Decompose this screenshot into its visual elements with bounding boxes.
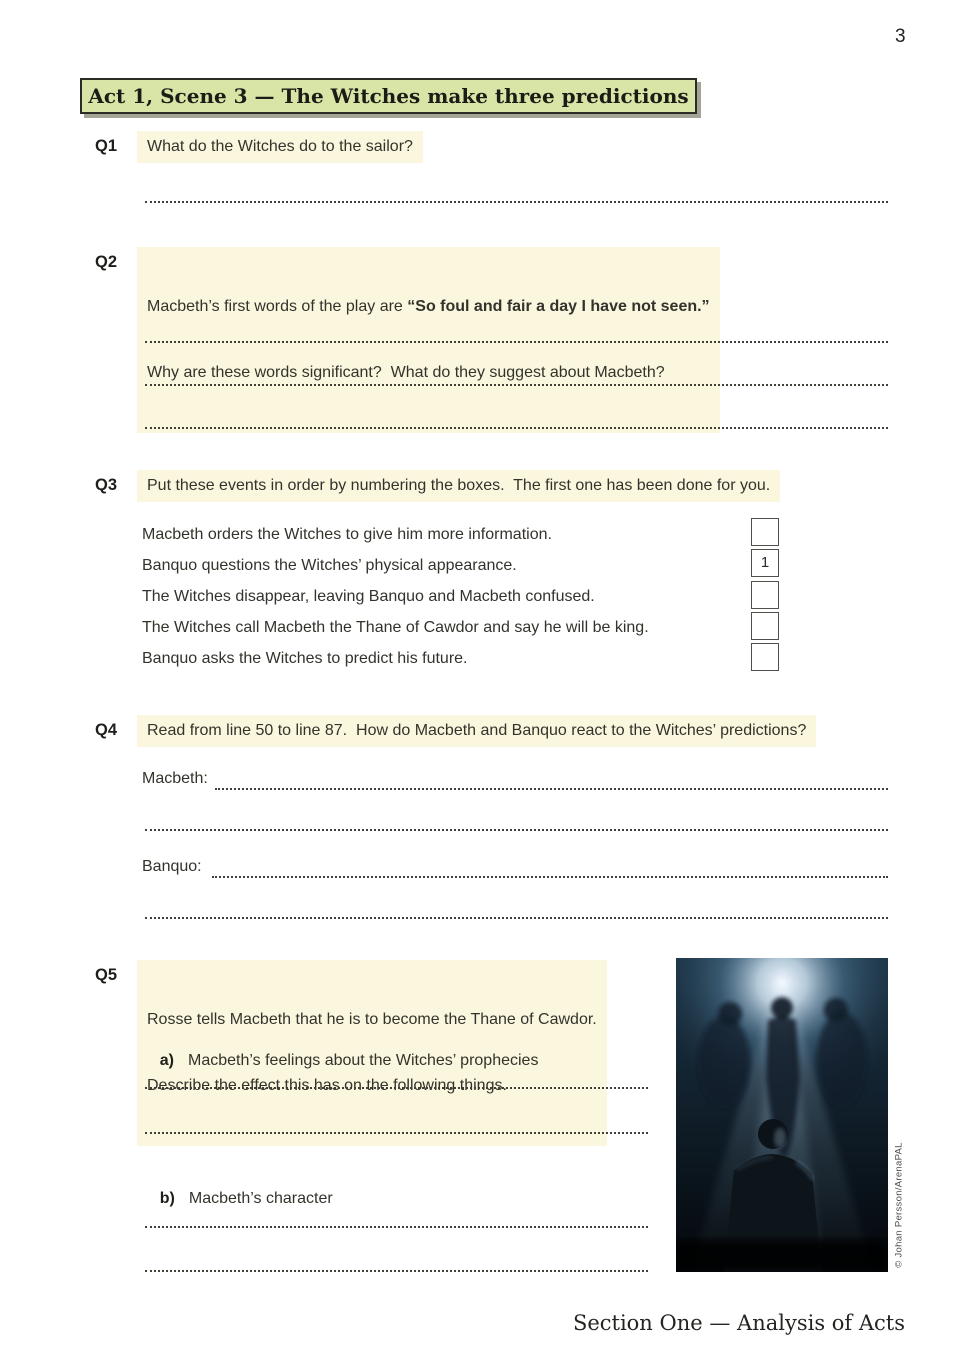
q5b-answer-line-1[interactable] bbox=[145, 1226, 648, 1228]
section-banner-title: Act 1, Scene 3 — The Witches make three predictions bbox=[88, 84, 689, 108]
q5-question-line1: Rosse tells Macbeth that he is to become the Thane of Cawdor. bbox=[147, 1011, 597, 1028]
q1-question-text: What do the Witches do to the sailor? bbox=[137, 131, 423, 163]
q2-question-line2: Why are these words significant? What do they suggest about Macbeth? bbox=[147, 364, 665, 381]
q4-banquo-answer-line-2[interactable] bbox=[145, 917, 888, 919]
q5a-answer-line-1[interactable] bbox=[145, 1087, 648, 1089]
q3-event-3: The Witches disappear, leaving Banquo and Macbeth confused. bbox=[142, 588, 595, 605]
q5-part-b-text: Macbeth’s character bbox=[188, 1190, 333, 1207]
q1-label: Q1 bbox=[95, 137, 118, 155]
q3-number-box-4[interactable] bbox=[751, 612, 779, 640]
q5-part-a bbox=[142, 1028, 538, 1094]
q4-macbeth-label: Macbeth: bbox=[142, 770, 208, 787]
q2-quote: “So foul and fair a day I have not seen.” bbox=[407, 298, 710, 315]
q2-answer-line-3[interactable] bbox=[145, 427, 888, 429]
q4-label: Q4 bbox=[95, 721, 118, 739]
witches-photo bbox=[676, 958, 888, 1272]
q5a-answer-line-2[interactable] bbox=[145, 1132, 648, 1134]
q5-part-a-text: Macbeth’s feelings about the Witches’ prophecies bbox=[188, 1052, 539, 1069]
q2-answer-line-2[interactable] bbox=[145, 384, 888, 386]
q3-question-text: Put these events in order by numbering the boxes. The first one has been done for you. bbox=[137, 470, 780, 502]
q3-number-box-3[interactable] bbox=[751, 581, 779, 609]
q5b-answer-line-2[interactable] bbox=[145, 1270, 648, 1272]
q2-question-text bbox=[137, 247, 720, 433]
page-number: 3 bbox=[895, 26, 906, 47]
photo-credit: © Johan Persson/ArenaPAL bbox=[893, 1142, 905, 1268]
q4-banquo-label: Banquo: bbox=[142, 858, 202, 875]
q3-number-box-2[interactable]: 1 bbox=[751, 549, 779, 577]
q3-label: Q3 bbox=[95, 476, 118, 494]
q3-event-2: Banquo questions the Witches’ physical appearance. bbox=[142, 557, 517, 574]
q3-event-1: Macbeth orders the Witches to give him more information. bbox=[142, 526, 552, 543]
q3-number-box-5[interactable] bbox=[751, 643, 779, 671]
q2-label: Q2 bbox=[95, 253, 118, 271]
q3-number-box-1[interactable] bbox=[751, 518, 779, 546]
witches-photo-illustration bbox=[676, 958, 888, 1272]
q1-answer-line[interactable] bbox=[145, 201, 888, 203]
q5-question-line2: Describe the effect this has on the following things. bbox=[147, 1077, 507, 1094]
section-banner bbox=[80, 78, 697, 114]
q5-part-b bbox=[142, 1166, 333, 1232]
q3-event-4: The Witches call Macbeth the Thane of Cawdor and say he will be king. bbox=[142, 619, 649, 636]
q4-macbeth-answer-line-2[interactable] bbox=[145, 829, 888, 831]
q5-part-a-label: a) bbox=[159, 1052, 175, 1069]
q4-question-text: Read from line 50 to line 87. How do Macbeth and Banquo react to the Witches’ predictions? bbox=[137, 715, 816, 747]
q5-part-b-label: b) bbox=[159, 1190, 175, 1207]
q5-label: Q5 bbox=[95, 966, 118, 984]
q2-question-line1: Macbeth’s first words of the play are “So foul and fair a day I have not seen.” bbox=[147, 298, 710, 315]
q4-banquo-answer-line-1[interactable] bbox=[212, 876, 888, 878]
q3-event-5: Banquo asks the Witches to predict his future. bbox=[142, 650, 468, 667]
footer-section-title: Section One — Analysis of Acts bbox=[572, 1311, 905, 1335]
q2-answer-line-1[interactable] bbox=[145, 341, 888, 343]
q4-macbeth-answer-line-1[interactable] bbox=[215, 788, 888, 790]
